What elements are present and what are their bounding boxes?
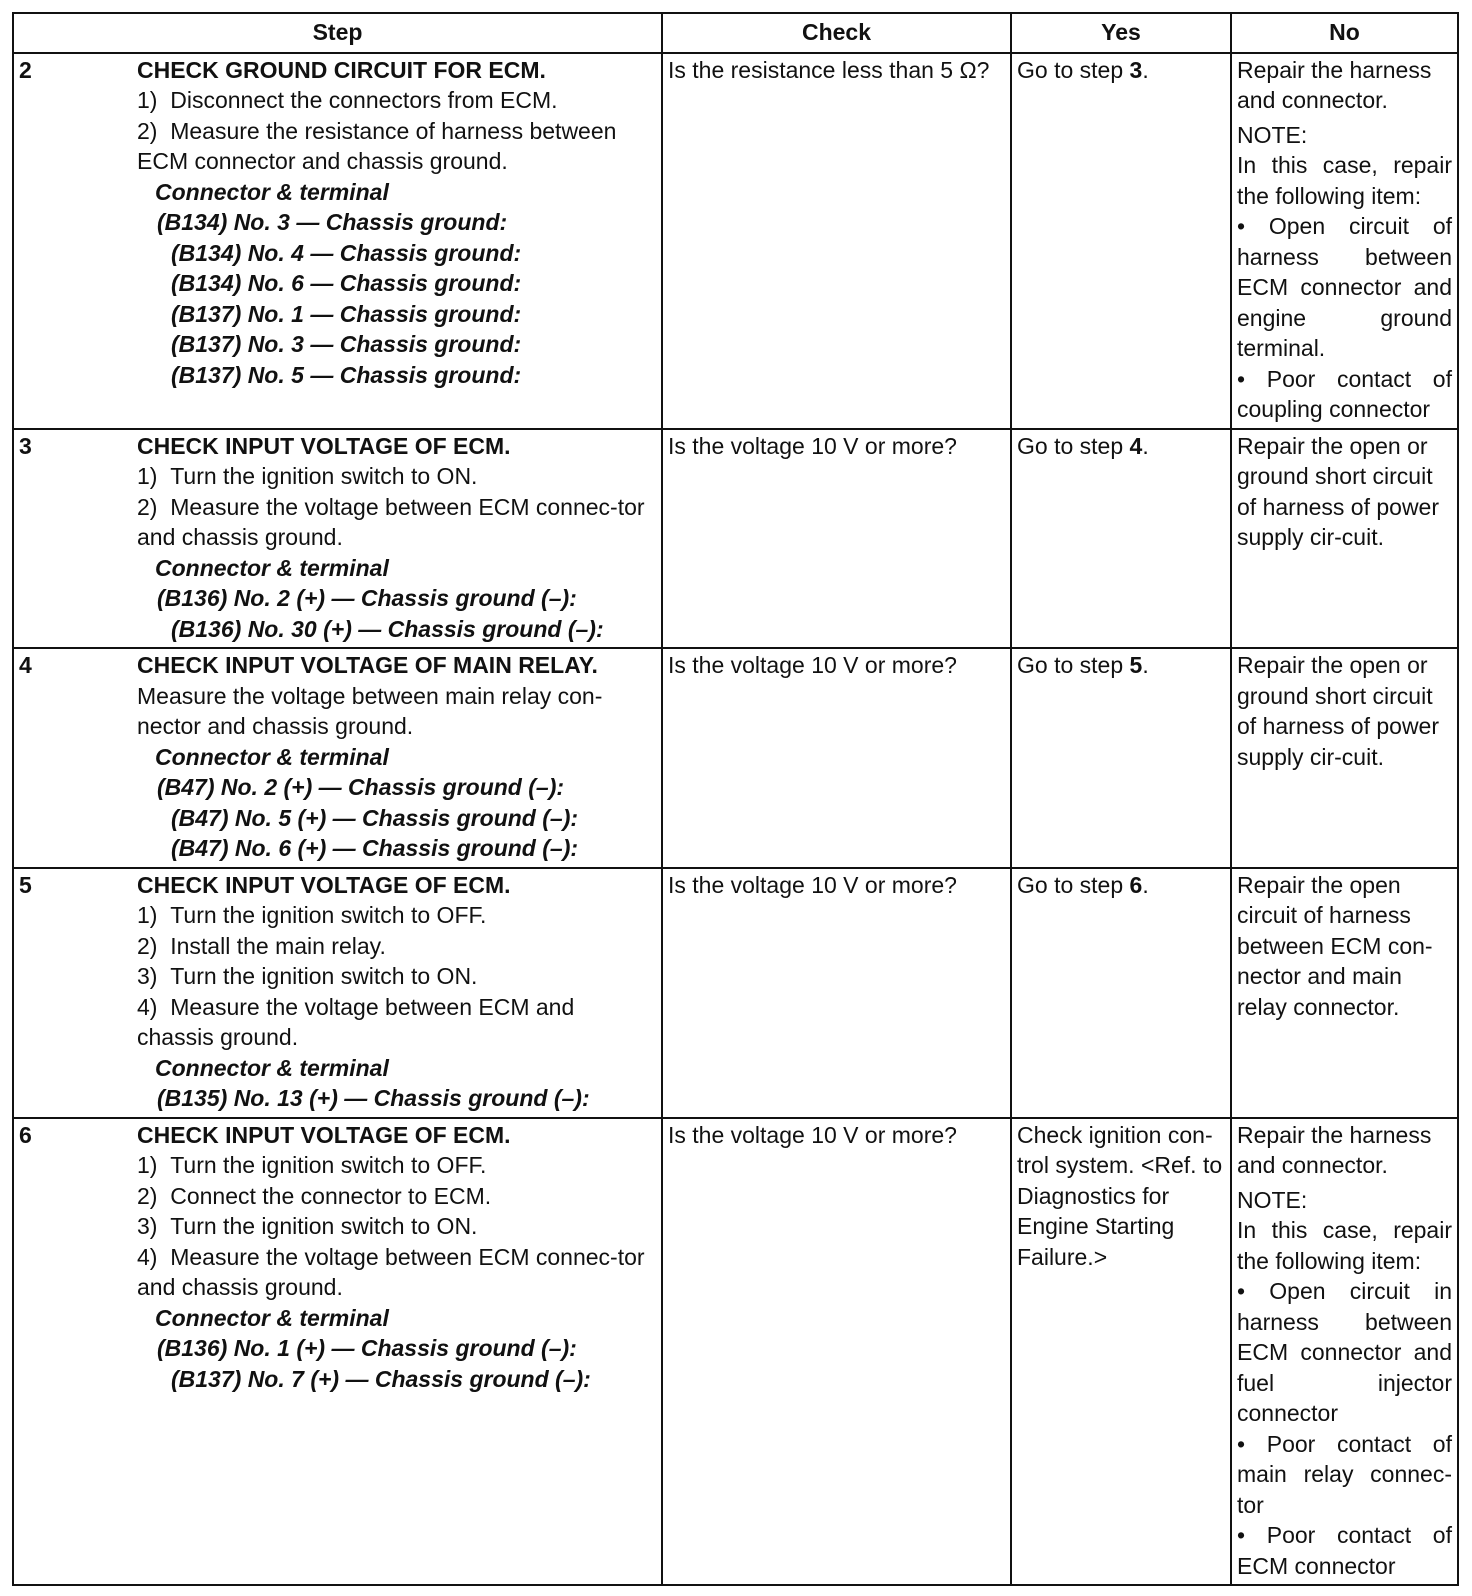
connector-label: Connector & terminal [155,743,389,770]
step-cell [13,648,662,868]
step-number: 3 [19,432,32,459]
table-row [13,53,1458,429]
note-text: In this case, repair the following item: [1237,1217,1452,1274]
no-text: Repair the open or ground short circuit of harness of power supply cir-cuit. [1237,432,1440,550]
step-content [19,1120,656,1395]
table-row [13,1118,1458,1586]
no-cell [1231,868,1458,1118]
terminal-line: (B134) No. 6 — Chassis ground: [171,270,522,296]
step-cell [13,868,662,1118]
instruction-line: 2) Measure the resistance of harness between ECM connector and chassis ground. [137,117,617,174]
note-item: • Open circuit in harness between ECM connector and fuel injector connector [1237,1278,1452,1426]
check-cell: Is the voltage 10 V or more? [662,648,1011,868]
step-body [137,650,656,864]
terminal-line: (B134) No. 3 — Chassis ground: [157,209,508,235]
instruction-line: 3) Turn the ignition switch to ON. [137,1213,478,1239]
step-title: CHECK GROUND CIRCUIT FOR ECM. [137,56,546,83]
check-cell: Is the voltage 10 V or more? [662,868,1011,1118]
instruction-line: Measure the voltage between main relay con-nector and chassis ground. [137,682,603,739]
connector-label: Connector & terminal [155,178,389,205]
terminal-line: (B47) No. 5 (+) — Chassis ground (–): [171,804,579,831]
instruction-line: 1) Turn the ignition switch to ON. [137,463,478,489]
step-body [137,1120,656,1395]
yes-suffix: . [1142,871,1149,898]
terminal-line: (B137) No. 7 (+) — Chassis ground (–): [171,1365,591,1392]
terminal-line: (B47) No. 6 (+) — Chassis ground (–): [171,835,579,861]
terminal-line: (B47) No. 2 (+) — Chassis ground (–): [157,774,565,800]
note-item: • Poor contact of main relay connec-tor [1237,1430,1452,1518]
yes-text: Check ignition con-trol system. <Ref. to Diagnostics for Engine Starting Failure.> [1017,1121,1223,1270]
note-item: • Open circuit of harness between ECM connector and engine ground terminal. [1237,213,1452,361]
table-row [13,429,1458,649]
note-label: NOTE: [1237,121,1308,148]
yes-step-number: 5 [1129,652,1143,678]
terminal-line: (B134) No. 4 — Chassis ground: [171,239,522,266]
connector-label: Connector & terminal [155,1054,389,1081]
yes-cell [1011,429,1231,649]
step-content [19,870,656,1114]
step-cell [13,429,662,649]
step-number: 2 [19,56,32,83]
connector-label: Connector & terminal [155,554,389,581]
instruction-line: 3) Turn the ignition switch to ON. [137,963,478,989]
step-title: CHECK INPUT VOLTAGE OF ECM. [137,432,511,459]
instruction-line: 1) Turn the ignition switch to OFF. [137,1152,487,1178]
terminal-line: (B136) No. 1 (+) — Chassis ground (–): [157,1335,577,1361]
terminal-line: (B137) No. 1 — Chassis ground: [171,300,522,327]
note-item: • Poor contact of coupling connector [1237,365,1452,422]
step-content [19,55,656,391]
note-item: • Poor contact of ECM connector [1237,1522,1452,1579]
header-no: No [1231,13,1458,53]
no-cell [1231,648,1458,868]
no-cell [1231,429,1458,649]
yes-step-number: 3 [1129,56,1143,83]
header-yes: Yes [1011,13,1231,53]
table-row [13,868,1458,1118]
diagnostic-table [12,12,1459,1586]
step-body [137,870,656,1114]
header-check: Check [662,13,1011,53]
yes-step-number: 4 [1129,432,1143,459]
step-content [19,650,656,864]
note-label: NOTE: [1237,1186,1308,1213]
terminal-line: (B137) No. 5 — Chassis ground: [171,361,522,388]
yes-cell [1011,53,1231,429]
yes-step-number: 6 [1129,871,1143,898]
yes-cell [1011,868,1231,1118]
step-body [137,431,656,645]
check-cell: Is the voltage 10 V or more? [662,1118,1011,1586]
instruction-line: 1) Disconnect the connectors from ECM. [137,87,558,113]
step-title: CHECK INPUT VOLTAGE OF MAIN RELAY. [137,652,598,678]
yes-suffix: . [1142,432,1149,459]
note-text: In this case, repair the following item: [1237,152,1452,209]
yes-cell [1011,648,1231,868]
instruction-line: 4) Measure the voltage between ECM and chassis ground. [137,993,575,1050]
connector-label: Connector & terminal [155,1304,389,1331]
header-row [13,13,1458,53]
instruction-line: 4) Measure the voltage between ECM connec-tor and chassis ground. [137,1243,645,1300]
terminal-line: (B135) No. 13 (+) — Chassis ground (–): [157,1085,590,1111]
no-text: Repair the harness and connector. [1237,56,1432,113]
yes-prefix: Go to step [1017,56,1130,83]
no-text: Repair the open or ground short circuit of harness of power supply cir-cuit. [1237,652,1440,770]
yes-cell [1011,1118,1231,1586]
instruction-line: 2) Connect the connector to ECM. [137,1182,492,1209]
yes-prefix: Go to step [1017,432,1130,459]
yes-suffix: . [1142,56,1149,83]
instruction-line: 2) Install the main relay. [137,932,386,959]
table-row [13,648,1458,868]
no-text: Repair the harness and connector. [1237,1121,1432,1178]
terminal-line: (B136) No. 2 (+) — Chassis ground (–): [157,585,577,611]
step-number: 6 [19,1121,32,1148]
yes-prefix: Go to step [1017,871,1130,898]
no-cell [1231,53,1458,429]
step-cell [13,53,662,429]
check-cell: Is the resistance less than 5 Ω? [662,53,1011,429]
no-cell [1231,1118,1458,1586]
step-number: 4 [19,652,32,678]
step-title: CHECK INPUT VOLTAGE OF ECM. [137,1121,511,1148]
header-step: Step [13,13,662,53]
instruction-line: 2) Measure the voltage between ECM connec-tor and chassis ground. [137,493,645,550]
step-body [137,55,656,391]
yes-suffix: . [1142,652,1149,678]
yes-prefix: Go to step [1017,652,1130,678]
step-cell [13,1118,662,1586]
instruction-line: 1) Turn the ignition switch to OFF. [137,902,487,928]
step-content [19,431,656,645]
terminal-line: (B137) No. 3 — Chassis ground: [171,331,522,357]
check-cell: Is the voltage 10 V or more? [662,429,1011,649]
step-title: CHECK INPUT VOLTAGE OF ECM. [137,871,511,898]
terminal-line: (B136) No. 30 (+) — Chassis ground (–): [171,615,604,642]
step-number: 5 [19,871,32,898]
no-text: Repair the open circuit of harness between ECM con-nector and main relay connector. [1237,871,1433,1020]
